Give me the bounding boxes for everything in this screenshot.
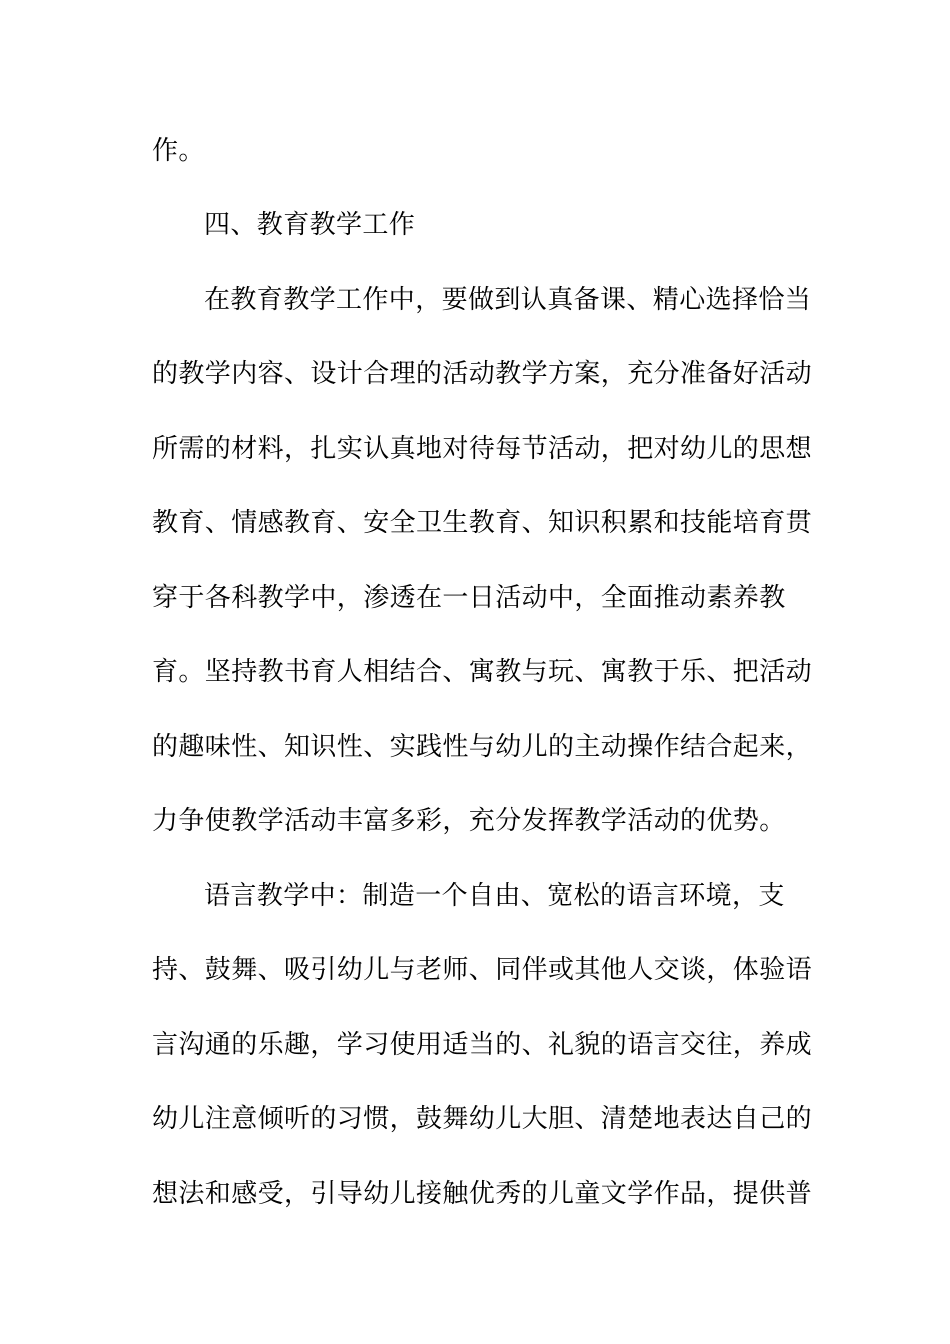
paragraph-1-line-5: 穿于各科教学中，渗透在一日活动中，全面推动素养教: [152, 583, 786, 613]
paragraph-2-line-1: 语言教学中：制造一个自由、宽松的语言环境，支: [204, 881, 785, 911]
text-line-continuation: 作。: [152, 136, 205, 166]
paragraph-1-line-6: 育。坚持教书育人相结合、寓教与玩、寓教于乐、把活动: [152, 657, 813, 687]
paragraph-1-line-3: 所需的材料，扎实认真地对待每节活动，把对幼儿的思想: [152, 434, 813, 464]
paragraph-1-line-8: 力争使教学活动丰富多彩，充分发挥教学活动的优势。: [152, 806, 786, 836]
paragraph-1-line-2: 的教学内容、设计合理的活动教学方案，充分准备好活动: [152, 359, 813, 389]
paragraph-2-line-3: 言沟通的乐趣，学习使用适当的、礼貌的语言交往，养成: [152, 1030, 813, 1060]
paragraph-1-line-1: 在教育教学工作中，要做到认真备课、精心选择恰当: [204, 285, 812, 315]
section-heading: 四、教育教学工作: [204, 210, 416, 240]
paragraph-1-line-7: 的趣味性、知识性、实践性与幼儿的主动操作结合起来，: [152, 732, 813, 762]
paragraph-2-line-2: 持、鼓舞、吸引幼儿与老师、同伴或其他人交谈，体验语: [152, 955, 813, 985]
paragraph-2-line-4: 幼儿注意倾听的习惯，鼓舞幼儿大胆、清楚地表达自己的: [152, 1104, 813, 1134]
paragraph-1-line-4: 教育、情感教育、安全卫生教育、知识积累和技能培育贯: [152, 508, 813, 538]
paragraph-2-line-5: 想法和感受，引导幼儿接触优秀的儿童文学作品，提供普: [152, 1179, 813, 1209]
